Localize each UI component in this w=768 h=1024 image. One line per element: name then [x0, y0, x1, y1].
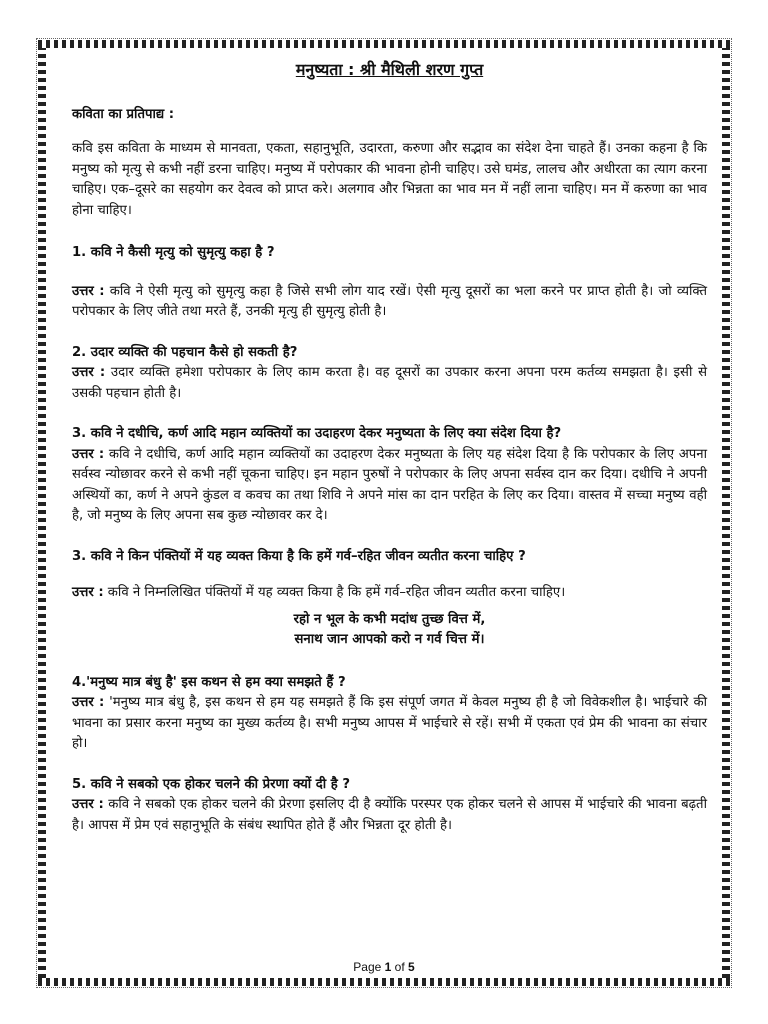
qa-block-4 [72, 547, 707, 651]
poem-line-1: रहो न भूल के कभी मदांध तुच्छ वित्त में, [293, 611, 486, 627]
qa-block-2 [72, 343, 707, 405]
answer-5 [72, 693, 707, 755]
question-4: 3. कवि ने किन पंक्तियों में यह व्यक्त किया है कि हमें गर्व–रहित जीवन व्यतीत करना चाहिए ? [72, 548, 526, 564]
page-footer [0, 960, 768, 974]
poem-line-2: सनाथ जान आपको करो न गर्व चित्त में। [294, 632, 485, 647]
answer-text: उदार व्यक्ति हमेशा परोपकार के लिए काम करता है। वह दूसरों का उपकार करना अपना परम कर्तव्य समझता है। इसी से उसकी पहचान होती है। [72, 365, 707, 401]
question-3: 3. कवि ने दधीचि, कर्ण आदि महान व्यक्तियों का उदाहरण देकर मनुष्यता के लिए क्या संदेश दिया है? [72, 426, 562, 441]
current-page: 1 [384, 960, 392, 974]
question-5: 4.'मनुष्य मात्र बंधु है' इस कथन से हम क्या समझते हैं ? [72, 674, 346, 690]
answer-6 [72, 795, 707, 836]
answer-label: उत्तर : [72, 695, 105, 710]
answer-1 [72, 282, 707, 323]
answer-text: कवि ने ऐसी मृत्यु को सुमृत्यु कहा है जिसे सभी लोग याद रखें। ऐसी मृत्यु दूसरों का भला करने पर प्राप्त होती है। जो व्यक्ति परोपकार के लिए जीते तथा मरते हैं, उनकी मृत्यु ही सुमृत्यु होती है। [72, 283, 707, 319]
of-word: of [394, 960, 405, 974]
answer-label: उत्तर : [72, 283, 105, 299]
answer-label: उत्तर : [72, 797, 104, 812]
answer-4 [72, 583, 707, 604]
qa-block-5 [72, 673, 707, 755]
answer-label: उत्तर : [72, 365, 106, 380]
summary-heading: कविता का प्रतिपाद्य : [72, 106, 175, 122]
question-2: 2. उदार व्यक्ति की पहचान कैसे हो सकती है? [72, 344, 298, 360]
answer-text: कवि ने सबको एक होकर चलने की प्रेरणा इसलिए दी है क्योंकि परस्पर एक होकर चलने से आपस में भाईचारे की भावना बढ़ती है। आपस में प्रेम एवं सहानुभूति के संबंध स्थापित होते हैं और भिन्नता दूर होती है। [72, 797, 707, 833]
page-word: Page [353, 960, 382, 974]
total-pages: 5 [408, 960, 415, 974]
poem-lines [72, 610, 707, 651]
question-6: 5. कवि ने सबको एक होकर चलने की प्रेरणा क्यों दी है ? [72, 776, 351, 792]
answer-text: कवि ने निम्नलिखित पंक्तियों में यह व्यक्त किया है कि हमें गर्व–रहित जीवन व्यतीत करना चाहिए। [103, 585, 566, 600]
qa-block-1 [72, 243, 707, 323]
answer-label: उत्तर : [72, 446, 105, 462]
answer-3 [72, 445, 707, 527]
page-content [72, 56, 707, 856]
answer-2 [72, 363, 707, 404]
answer-label: उत्तर : [72, 585, 104, 600]
answer-text: कवि ने दधीचि, कर्ण आदि महान व्यक्तियों का उदाहरण देकर मनुष्यता के लिए यह संदेश दिया है कि परोपकार के लिए अपना सर्वस्व न्योछावर करने से कभी नहीं चूकना चाहिए। इन महान पुरुषों ने परोपकार के लिए अपना सर्वस्व दान कर दिया। दधीचि ने अपनी अस्थियों का, कर्ण ने अपने कुंडल व कवच का तथा शिवि ने अपने मांस का दान परहित के लिए कर दिया। वास्तव में सच्चा मनुष्य वही है, जो मनुष्य के लिए अपना सब कुछ न्योछावर कर दे। [72, 446, 707, 523]
qa-block-6 [72, 775, 707, 837]
qa-block-3 [72, 424, 707, 527]
page-title: मनुष्यता : श्री मैथिली शरण गुप्त [295, 60, 484, 79]
question-1: 1. कवि ने कैसी मृत्यु को सुमृत्यु कहा है ? [72, 245, 275, 260]
summary-text: कवि इस कविता के माध्यम से मानवता, एकता, सहानुभूति, उदारता, करुणा और सद्भाव का संदेश देना चाहते हैं। उनका कहना है कि मनुष्य को मृत्यु से कभी नहीं डरना चाहिए। मनुष्य में परोपकार की भावना होनी चाहिए। उसे घमंड, लालच और अधीरता का त्याग करना चाहिए। एक–दूसरे का सहयोग कर देवत्व को प्राप्त करे। अलगाव और भिन्नता का भाव मन में नहीं लाना चाहिए। मन में करुणा का भाव होना चाहिए। [72, 141, 707, 218]
answer-text: 'मनुष्य मात्र बंधु है, इस कथन से हम यह समझते हैं कि इस संपूर्ण जगत में केवल मनुष्य ही है जो विवेकशील है। भाईचारे की भावना का प्रसार करना मनुष्य का मुख्य कर्तव्य है। सभी मनुष्य आपस में भाईचारे से रहें। सभी में एकता एवं प्रेम की भावना का संचार हो। [72, 695, 707, 751]
